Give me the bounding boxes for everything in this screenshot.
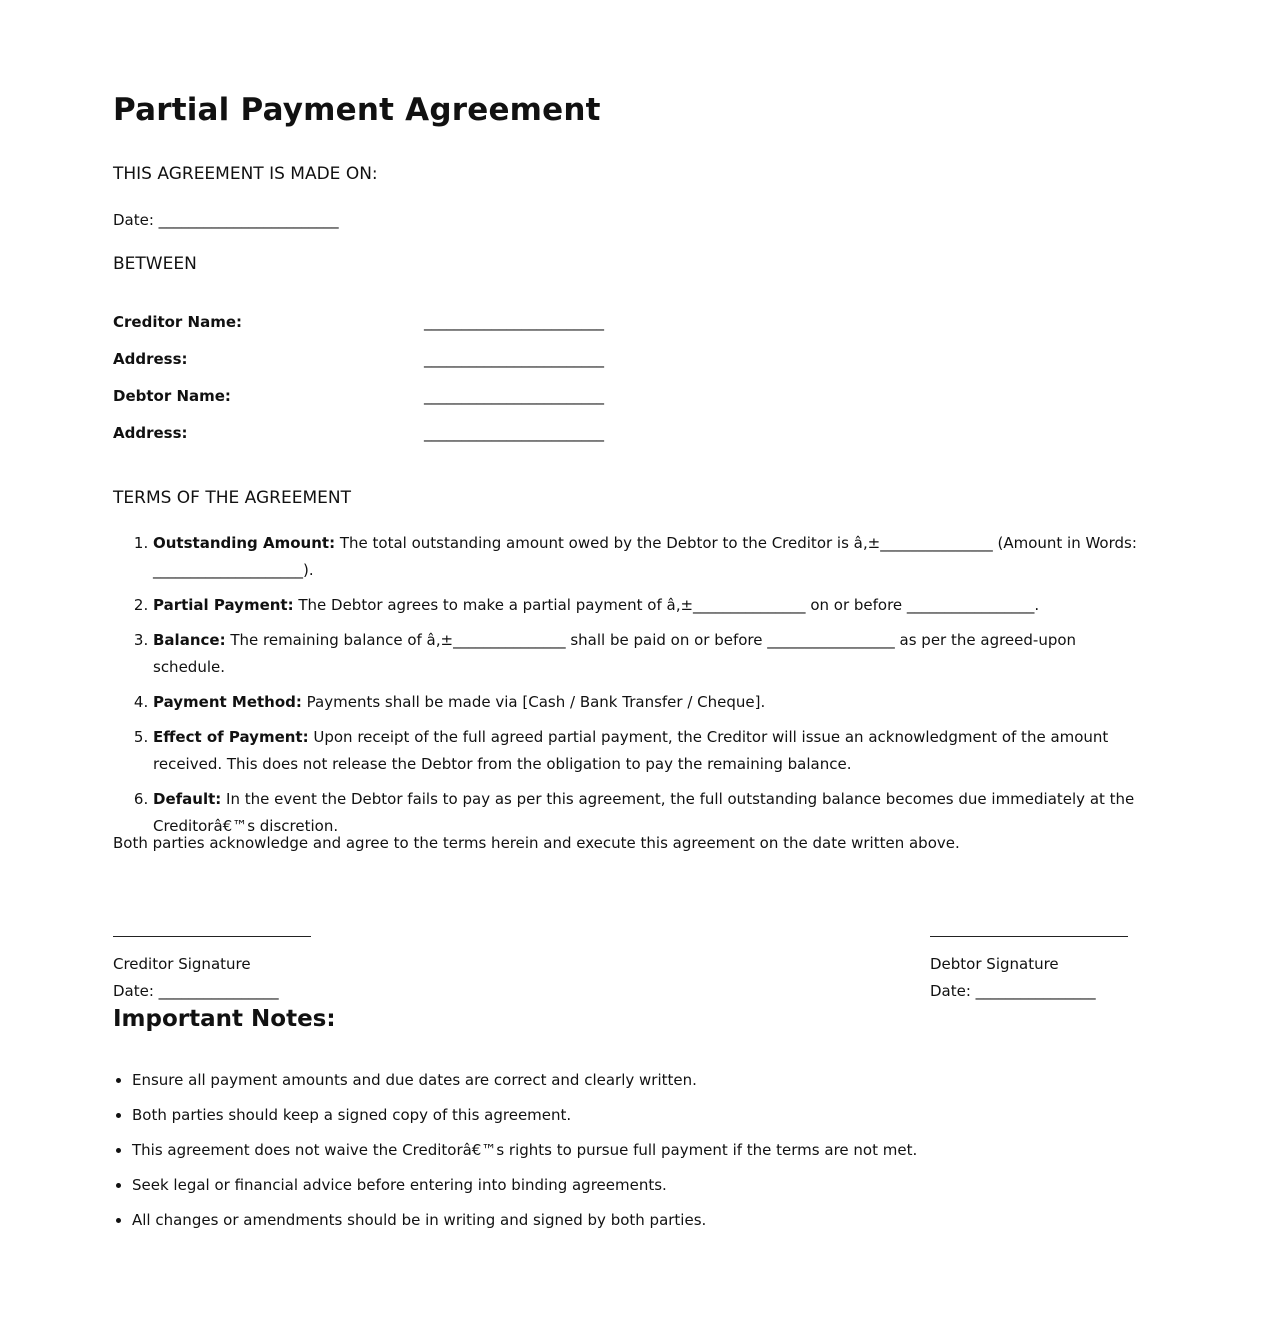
term-title: Balance: bbox=[153, 631, 226, 649]
term-title: Payment Method: bbox=[153, 693, 302, 711]
term-item-balance bbox=[153, 627, 1148, 681]
important-notes-heading: Important Notes: bbox=[113, 1006, 336, 1032]
term-item-outstanding-amount bbox=[153, 530, 1148, 584]
term-text: Upon receipt of the full agreed partial payment, the Creditor will issue an acknowledgment of the amount received. This does not release the Debtor from the obligation to pay the remaining balance. bbox=[153, 728, 1109, 773]
debtor-signature-block bbox=[930, 918, 1130, 1005]
made-on-heading: THIS AGREEMENT IS MADE ON: bbox=[113, 164, 378, 184]
debtor-signature-line bbox=[930, 936, 1128, 937]
document-title: Partial Payment Agreement bbox=[113, 92, 601, 128]
debtor-address-label: Address: bbox=[113, 424, 188, 442]
creditor-signature-date: Date: ________________ bbox=[113, 982, 279, 1000]
term-item-effect-of-payment bbox=[153, 724, 1148, 778]
note-item: • Ensure all payment amounts and due dates are correct and clearly written. bbox=[132, 1067, 1132, 1094]
note-item: • Both parties should keep a signed copy of this agreement. bbox=[132, 1102, 1132, 1129]
term-text: In the event the Debtor fails to pay as per this agreement, the full outstanding balance becomes due immediately at the Creditorâ€™s discretion. bbox=[153, 790, 1135, 835]
note-item: • All changes or amendments should be in writing and signed by both parties. bbox=[132, 1207, 1132, 1234]
debtor-name-label: Debtor Name: bbox=[113, 387, 231, 405]
term-item-payment-method bbox=[153, 689, 1148, 716]
debtor-name-blank: ________________________ bbox=[424, 387, 604, 405]
creditor-name-blank: ________________________ bbox=[424, 313, 604, 331]
creditor-name-label: Creditor Name: bbox=[113, 313, 243, 331]
term-text: The total outstanding amount owed by the Debtor to the Creditor is â‚±_______________ (Amount in Words: ____________________). bbox=[153, 534, 1137, 579]
debtor-address-blank: ________________________ bbox=[424, 424, 604, 442]
between-heading: BETWEEN bbox=[113, 254, 197, 274]
term-title: Default: bbox=[153, 790, 222, 808]
creditor-signature-block bbox=[113, 918, 313, 1005]
creditor-signature-label: Creditor Signature bbox=[113, 955, 251, 973]
debtor-signature-label: Debtor Signature bbox=[930, 955, 1059, 973]
term-text: The Debtor agrees to make a partial payment of â‚±_______________ on or before _________________. bbox=[293, 596, 1040, 614]
term-title: Outstanding Amount: bbox=[153, 534, 336, 552]
term-title: Effect of Payment: bbox=[153, 728, 309, 746]
creditor-signature-line bbox=[113, 936, 311, 937]
important-notes-list bbox=[113, 1067, 1132, 1242]
term-text: Payments shall be made via [Cash / Bank Transfer / Cheque]. bbox=[301, 693, 766, 711]
creditor-address-label: Address: bbox=[113, 350, 188, 368]
term-item-partial-payment bbox=[153, 592, 1148, 619]
term-title: Partial Payment: bbox=[153, 596, 294, 614]
note-item: • This agreement does not waive the Creditorâ€™s rights to pursue full payment if the terms are not met. bbox=[132, 1137, 1132, 1164]
acknowledgment-text: Both parties acknowledge and agree to the terms herein and execute this agreement on the date written above. bbox=[113, 834, 960, 852]
agreement-date-line: Date: ________________________ bbox=[113, 211, 339, 229]
debtor-signature-date: Date: ________________ bbox=[930, 982, 1096, 1000]
note-item: • Seek legal or financial advice before entering into binding agreements. bbox=[132, 1172, 1132, 1199]
term-text: The remaining balance of â‚±_______________ shall be paid on or before _________________ as per the agreed-upon schedule. bbox=[153, 631, 1077, 676]
terms-heading: TERMS OF THE AGREEMENT bbox=[113, 488, 351, 508]
creditor-address-blank: ________________________ bbox=[424, 350, 604, 368]
terms-list bbox=[113, 530, 1148, 848]
